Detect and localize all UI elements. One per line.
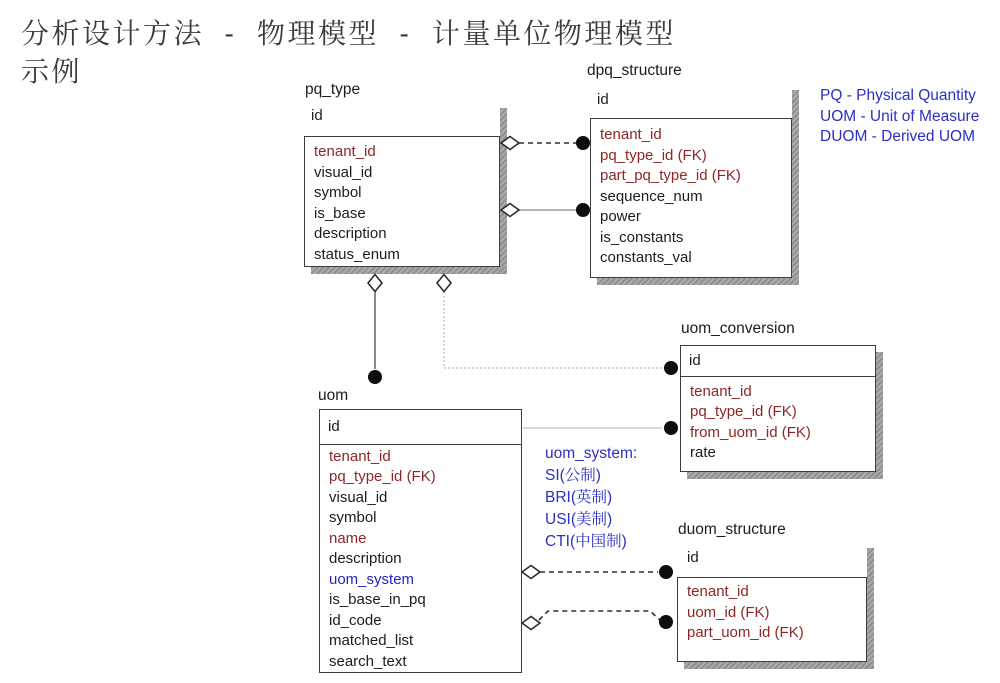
field-row: is_base_in_pq [329,591,426,608]
entity-box [304,136,500,267]
field-row: uom_id (FK) [687,603,770,621]
field-row: constants_val [600,249,692,266]
circle-connector-icon [664,361,678,375]
field-row: pq_type_id (FK) [600,146,707,164]
field-list [591,119,791,269]
box-shadow-right [867,548,874,669]
box-shadow-bottom [684,662,874,669]
field-row: sequence_num [600,187,703,205]
circle-connector-icon [576,203,590,217]
diamond-connector-icon [368,275,382,292]
circle-connector-icon [664,421,678,435]
field-row: tenant_id [329,447,391,465]
key-attribute: id [687,549,699,566]
field-row: power [600,208,641,225]
diamond-connector-icon [522,566,540,579]
field-row: part_pq_type_id (FK) [600,167,741,184]
entity-box [677,577,867,662]
legend-duom: DUOM - Derived UOM [820,128,976,145]
slide-title-line1: 分析设计方法 - 物理模型 - 计量单位物理模型 [21,18,676,49]
field-row: is_constants [600,228,684,246]
note-uom-system-bri: BRI(英制) [545,489,613,506]
field-row: matched_list [329,632,414,649]
field-row: part_uom_id (FK) [687,624,804,641]
circle-connector-icon [576,136,590,150]
field-row: visual_id [329,488,388,506]
slide-title-line2: 示例 [21,56,83,87]
field-row: tenant_id [600,126,662,143]
entity-title: dpq_structure [587,62,682,79]
field-list [678,578,866,644]
field-row: from_uom_id (FK) [690,423,811,441]
entity-title: uom [318,387,349,404]
field-row: tenant_id [690,382,752,400]
field-row: pq_type_id (FK) [329,468,436,485]
box-shadow-bottom [687,472,883,479]
rel-pq-type-uom-conversion [444,292,663,368]
field-row: uom_system [329,570,415,588]
box-shadow-bottom [597,278,799,285]
box-shadow-right [876,352,883,479]
entity-box [590,118,792,278]
box-shadow-right [500,108,507,274]
legend-pq: PQ - Physical Quantity [820,87,976,104]
field-row: tenant_id [314,143,376,160]
field-row: is_base [314,204,366,222]
rel-uom-duom-structure-2 [539,611,660,620]
field-row: name [329,529,367,547]
field-row: status_enum [314,245,400,263]
field-row: id_code [329,611,382,629]
circle-connector-icon [659,615,673,629]
entity-box [680,345,876,472]
field-row: rate [690,444,716,461]
field-list [305,137,499,265]
note-uom-system-title: uom_system: [545,445,638,462]
circle-connector-icon [368,370,382,384]
diamond-connector-icon [522,617,540,630]
field-row: symbol [329,509,377,526]
note-uom-system-cti: CTI(中国制) [545,533,627,550]
field-row: symbol [314,184,362,201]
entity-title: duom_structure [678,521,786,538]
diamond-connector-icon [437,275,451,292]
circle-connector-icon [659,565,673,579]
key-attribute: id [681,346,875,377]
entity-box [319,409,522,673]
note-uom-system-si: SI(公制) [545,467,601,484]
entity-title: pq_type [305,81,361,98]
key-attribute: id [311,107,323,124]
field-row: description [314,225,387,242]
field-row: tenant_id [687,583,749,600]
box-shadow-bottom [311,267,507,274]
field-list [681,377,875,464]
box-shadow-right [792,90,799,285]
field-row: pq_type_id (FK) [690,403,797,420]
note-uom-system-usi: USI(美制) [545,511,613,528]
legend-uom: UOM - Unit of Measure [820,107,980,125]
entity-title: uom_conversion [681,320,795,337]
field-row: search_text [329,652,407,670]
key-attribute: id [597,91,609,108]
field-list [320,445,521,673]
field-row: visual_id [314,163,373,181]
field-row: description [329,550,402,567]
key-attribute: id [320,410,521,445]
